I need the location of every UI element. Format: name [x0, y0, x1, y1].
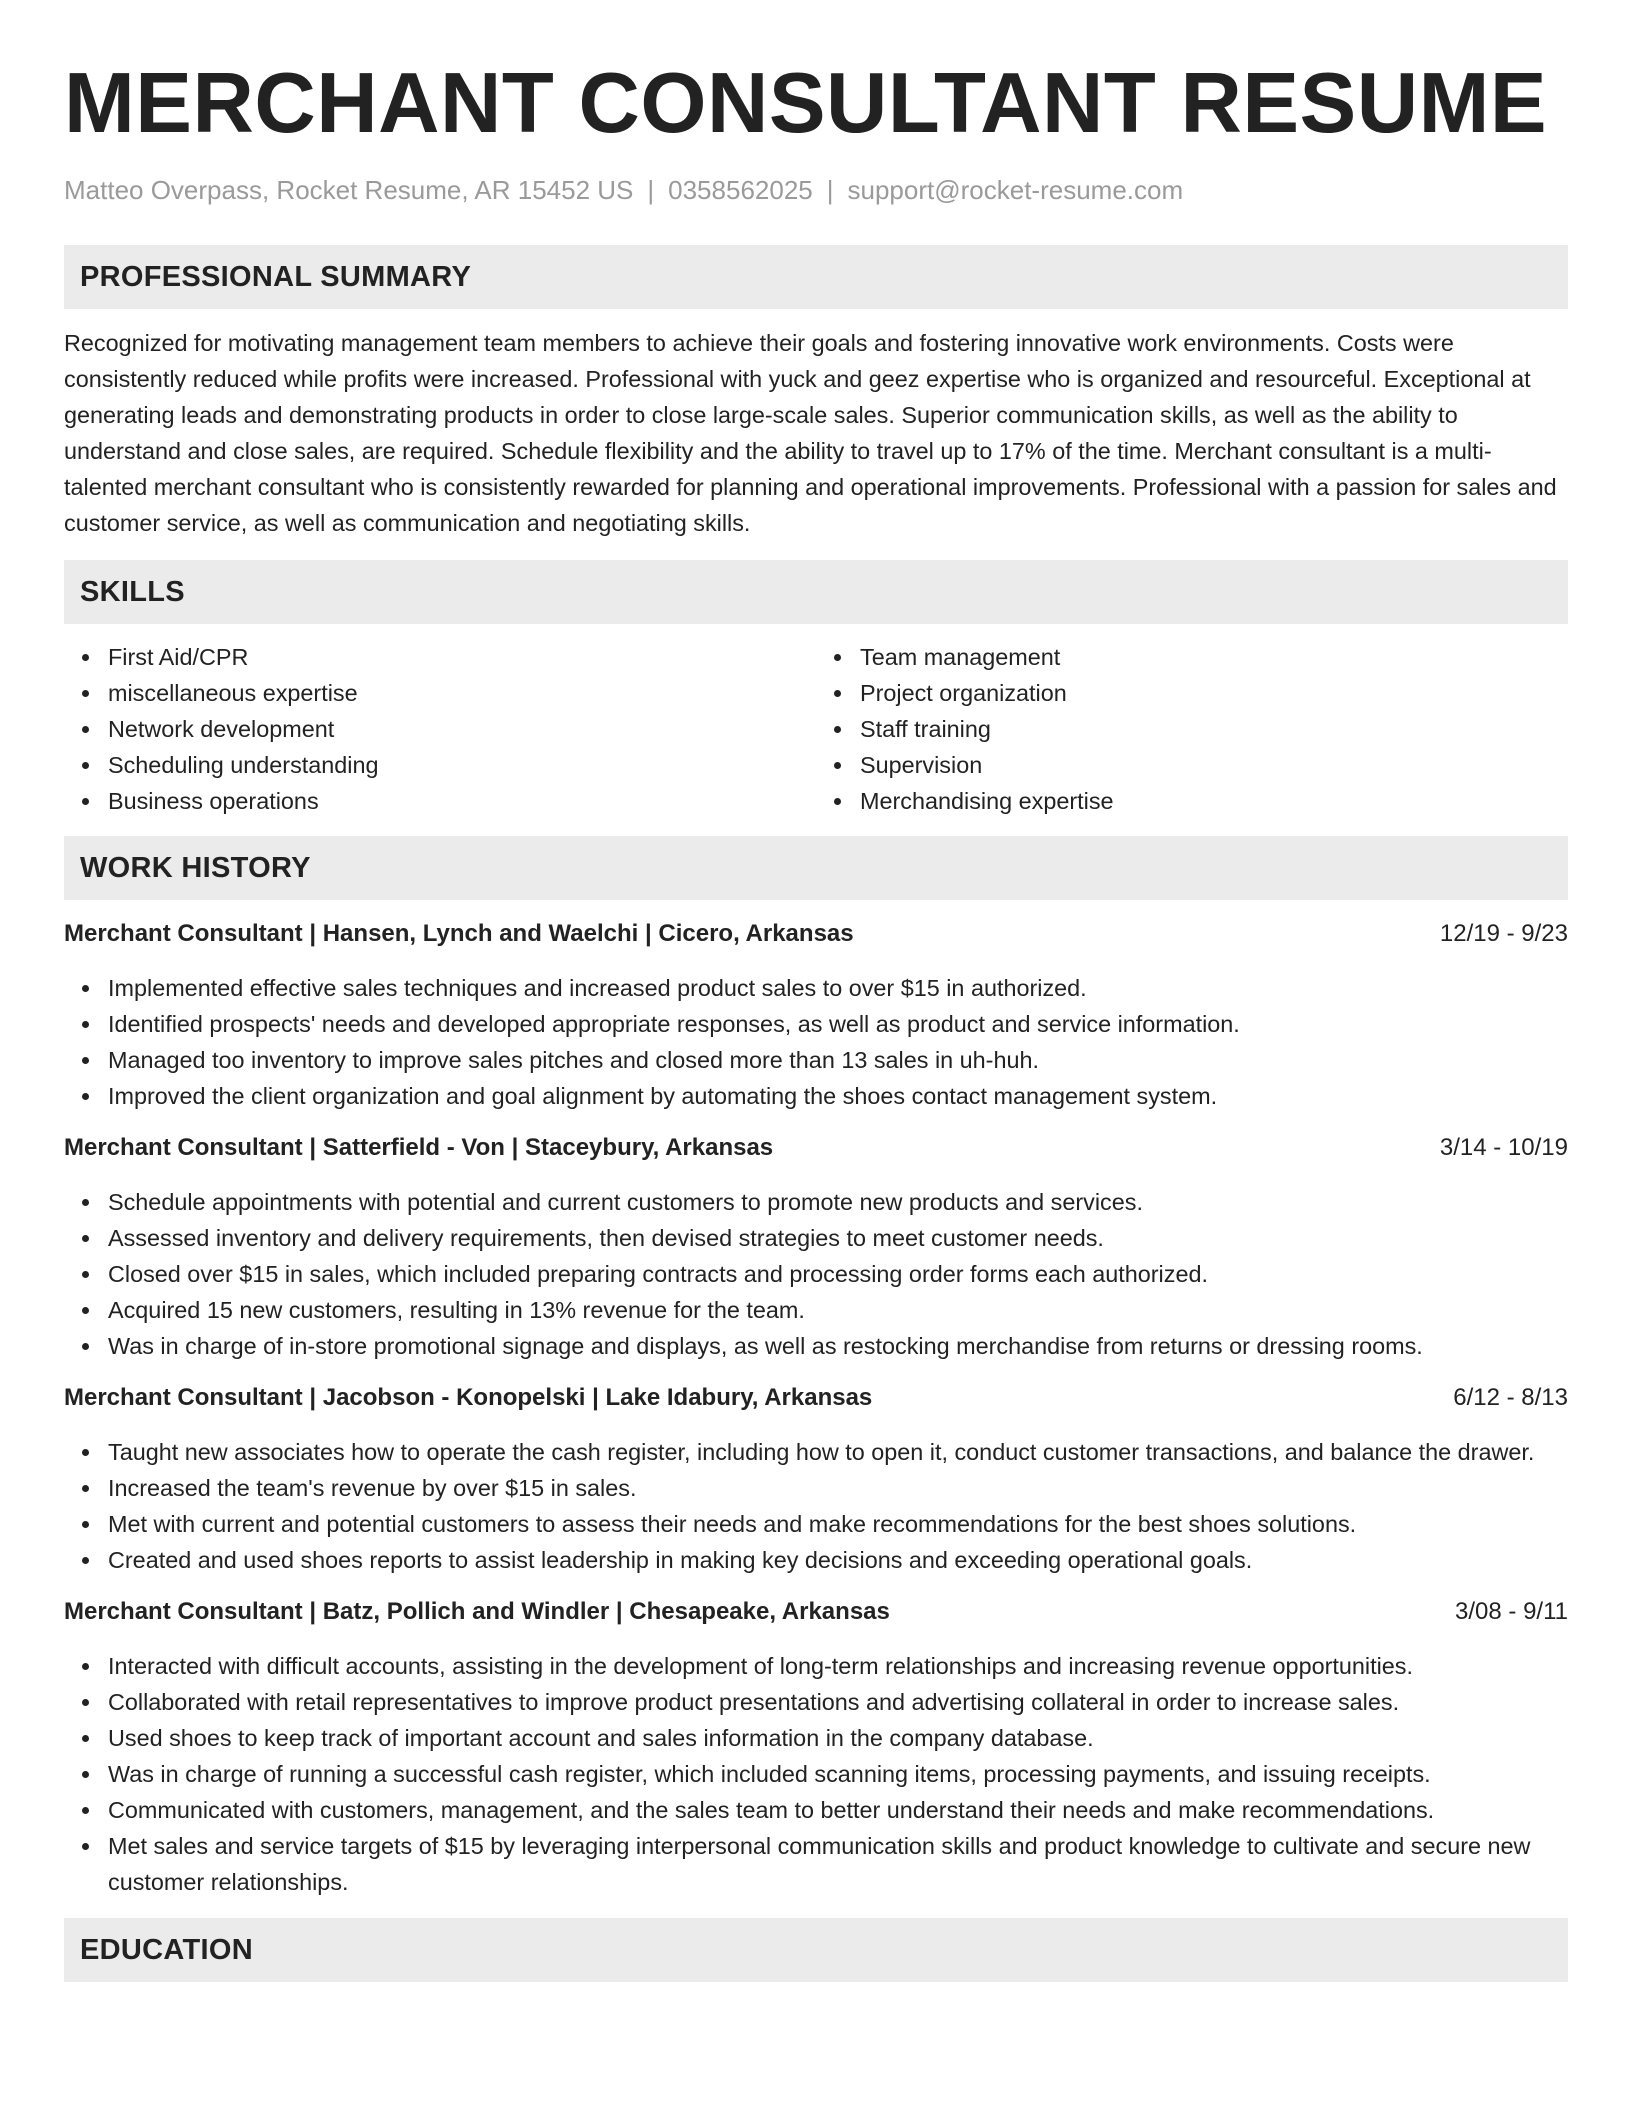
contact-phone: 0358562025 [668, 175, 813, 205]
job-bullet: Created and used shoes reports to assist leadership in making key decisions and exceeding operational goals. [108, 1542, 1568, 1578]
contact-address: Matteo Overpass, Rocket Resume, AR 15452 US [64, 175, 634, 205]
job-entry [64, 1130, 1568, 1364]
skill-item: Staff training [860, 711, 1568, 747]
job-bullet: Increased the team's revenue by over $15 in sales. [108, 1470, 1568, 1506]
skill-item: Merchandising expertise [860, 783, 1568, 819]
job-bullet: Met with current and potential customers to assess their needs and make recommendations for the best shoes solutions. [108, 1506, 1568, 1542]
job-bullet: Improved the client organization and goal alignment by automating the shoes contact management system. [108, 1078, 1568, 1114]
job-entry [64, 1594, 1568, 1900]
job-heading: Merchant Consultant | Hansen, Lynch and Waelchi | Cicero, Arkansas [64, 920, 854, 947]
job-bullet: Identified prospects' needs and developed appropriate responses, as well as product and service information. [108, 1006, 1568, 1042]
job-header [64, 916, 1568, 952]
section-header-summary: PROFESSIONAL SUMMARY [64, 245, 1568, 309]
job-dates: 12/19 - 9/23 [1439, 920, 1568, 947]
job-bullet: Acquired 15 new customers, resulting in 13% revenue for the team. [108, 1292, 1568, 1328]
job-bullet: Was in charge of in-store promotional signage and displays, as well as restocking merchandise from returns or dressing rooms. [108, 1328, 1568, 1364]
skill-item: First Aid/CPR [108, 639, 816, 675]
contact-line [64, 174, 1568, 206]
job-bullet: Communicated with customers, management, and the sales team to better understand their needs and make recommendations. [108, 1792, 1568, 1828]
skill-item: Business operations [108, 783, 816, 819]
job-dates: 3/14 - 10/19 [1439, 1134, 1568, 1161]
job-dates: 3/08 - 9/11 [1455, 1598, 1568, 1625]
skills-list-right [816, 639, 1568, 819]
job-bullet: Met sales and service targets of $15 by leveraging interpersonal communication skills and product knowledge to cultivate and secure new customer relationships. [108, 1828, 1568, 1900]
job-header [64, 1594, 1568, 1630]
summary-text: Recognized for motivating management team members to achieve their goals and fostering innovative work environments. Costs were consistently reduced while profits were increased. Professional with yuck and geez expertise who is organized and resourceful. Exceptional at generating leads and demonstrating products in order to close large-scale sales. Superior communication skills, as well as the ability to understand and close sales, are required. Schedule flexibility and the ability to travel up to 17% of the time. Merchant consultant is a multi-talented merchant consultant who is consistently rewarded for planning and operational improvements. Professional with a passion for sales and customer service, as well as communication and negotiating skills. [64, 330, 1557, 536]
job-bullet: Used shoes to keep track of important account and sales information in the company database. [108, 1720, 1568, 1756]
job-bullet: Schedule appointments with potential and current customers to promote new products and services. [108, 1184, 1568, 1220]
job-bullet: Taught new associates how to operate the cash register, including how to open it, conduct customer transactions, and balance the drawer. [108, 1434, 1568, 1470]
contact-separator: | [647, 175, 655, 205]
job-bullet-list [64, 1434, 1568, 1578]
skills-columns [64, 639, 1568, 819]
contact-separator: | [826, 175, 834, 205]
job-bullet: Managed too inventory to improve sales pitches and closed more than 13 sales in uh-huh. [108, 1042, 1568, 1078]
job-entry [64, 916, 1568, 1114]
contact-email: support@rocket-resume.com [847, 175, 1184, 205]
section-header-skills: SKILLS [64, 560, 1568, 624]
job-bullet: Collaborated with retail representatives to improve product presentations and advertising collateral in order to increase sales. [108, 1684, 1568, 1720]
resume-title: MERCHANT CONSULTANT RESUME [64, 56, 1548, 151]
skill-item: Scheduling understanding [108, 747, 816, 783]
job-bullet-list [64, 970, 1568, 1114]
job-entry [64, 1380, 1568, 1578]
section-header-work-history: WORK HISTORY [64, 836, 1568, 900]
skill-item: Supervision [860, 747, 1568, 783]
job-bullet: Implemented effective sales techniques and increased product sales to over $15 in authorized. [108, 970, 1568, 1006]
job-bullet: Was in charge of running a successful cash register, which included scanning items, processing payments, and issuing receipts. [108, 1756, 1568, 1792]
skill-item: Network development [108, 711, 816, 747]
job-bullet: Assessed inventory and delivery requirements, then devised strategies to meet customer needs. [108, 1220, 1568, 1256]
skill-item: miscellaneous expertise [108, 675, 816, 711]
job-header [64, 1380, 1568, 1416]
job-bullet: Closed over $15 in sales, which included preparing contracts and processing order forms each authorized. [108, 1256, 1568, 1292]
job-heading: Merchant Consultant | Batz, Pollich and Windler | Chesapeake, Arkansas [64, 1598, 890, 1625]
job-bullet-list [64, 1184, 1568, 1364]
job-heading: Merchant Consultant | Jacobson - Konopelski | Lake Idabury, Arkansas [64, 1384, 873, 1411]
job-bullet-list [64, 1648, 1568, 1900]
job-heading: Merchant Consultant | Satterfield - Von | Staceybury, Arkansas [64, 1134, 774, 1161]
resume-page [64, 0, 1568, 1982]
skills-list-left [64, 639, 816, 819]
job-bullet: Interacted with difficult accounts, assisting in the development of long-term relationships and increasing revenue opportunities. [108, 1648, 1568, 1684]
section-header-education: EDUCATION [64, 1918, 1568, 1982]
job-header [64, 1130, 1568, 1166]
skill-item: Project organization [860, 675, 1568, 711]
job-dates: 6/12 - 8/13 [1453, 1384, 1568, 1411]
skill-item: Team management [860, 639, 1568, 675]
